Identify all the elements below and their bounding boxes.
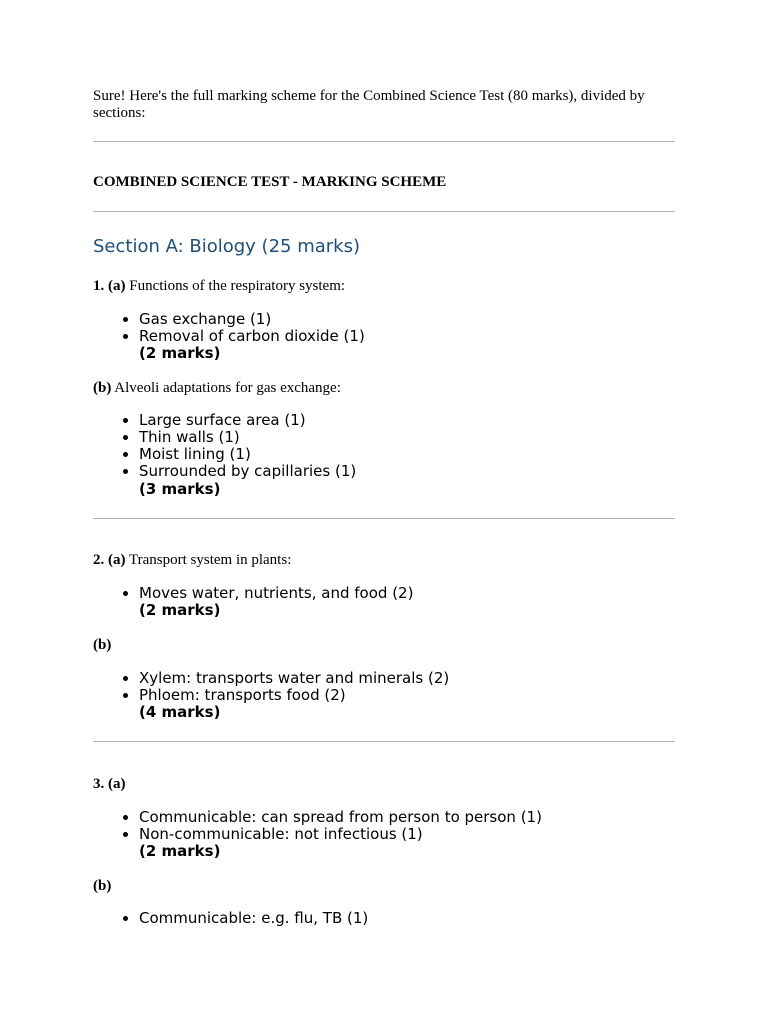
question-1a	[93, 278, 345, 295]
list-item: • Removal of carbon dioxide (1)	[139, 328, 365, 345]
list-item: • Thin walls (1)	[139, 429, 356, 446]
question-3b	[93, 878, 111, 895]
intro-text: Sure! Here's the full marking scheme for the Combined Science Test (80 marks), divided by sections:	[93, 88, 645, 121]
question-number: (b)	[93, 637, 112, 653]
marks-label: (2 marks)	[139, 344, 221, 362]
question-number: 2. (a)	[93, 552, 126, 568]
marks-label: (2 marks)	[139, 842, 221, 860]
divider	[93, 211, 675, 212]
list-item: • Non-communicable: not infectious (1)	[139, 826, 542, 843]
question-1b	[93, 380, 341, 397]
answer-list-2a	[93, 585, 413, 602]
list-item: • Moist lining (1)	[139, 446, 356, 463]
question-text: Alveoli adaptations for gas exchange:	[114, 380, 341, 396]
divider	[93, 518, 675, 519]
divider	[93, 141, 675, 142]
list-item: • Large surface area (1)	[139, 412, 356, 429]
question-2b	[93, 637, 111, 654]
document-title: COMBINED SCIENCE TEST - MARKING SCHEME	[93, 174, 447, 190]
divider	[93, 741, 675, 742]
answer-list-2b	[93, 670, 449, 704]
question-2a	[93, 552, 291, 569]
answer-list-3b	[93, 910, 368, 927]
section-a-title: Section A: Biology (25 marks)	[93, 236, 360, 257]
question-text: Transport system in plants:	[128, 552, 292, 568]
question-number: (b)	[93, 878, 112, 894]
list-item: • Gas exchange (1)	[139, 311, 365, 328]
answer-list-1a	[93, 311, 365, 345]
list-item: • Phloem: transports food (2)	[139, 687, 449, 704]
question-3a	[93, 776, 126, 793]
marks-label: (3 marks)	[139, 480, 221, 498]
question-number: (b)	[93, 380, 112, 396]
list-item: • Communicable: can spread from person to person (1)	[139, 809, 542, 826]
list-item: • Surrounded by capillaries (1)	[139, 463, 356, 480]
list-item: • Communicable: e.g. flu, TB (1)	[139, 910, 368, 927]
list-item: • Moves water, nutrients, and food (2)	[139, 585, 413, 602]
question-number: 3. (a)	[93, 776, 126, 792]
answer-list-3a	[93, 809, 542, 843]
answer-list-1b	[93, 412, 356, 480]
marks-label: (2 marks)	[139, 601, 221, 619]
question-text: Functions of the respiratory system:	[129, 278, 346, 294]
list-item: • Xylem: transports water and minerals (2)	[139, 670, 449, 687]
question-number: 1. (a)	[93, 278, 126, 294]
marks-label: (4 marks)	[139, 703, 221, 721]
